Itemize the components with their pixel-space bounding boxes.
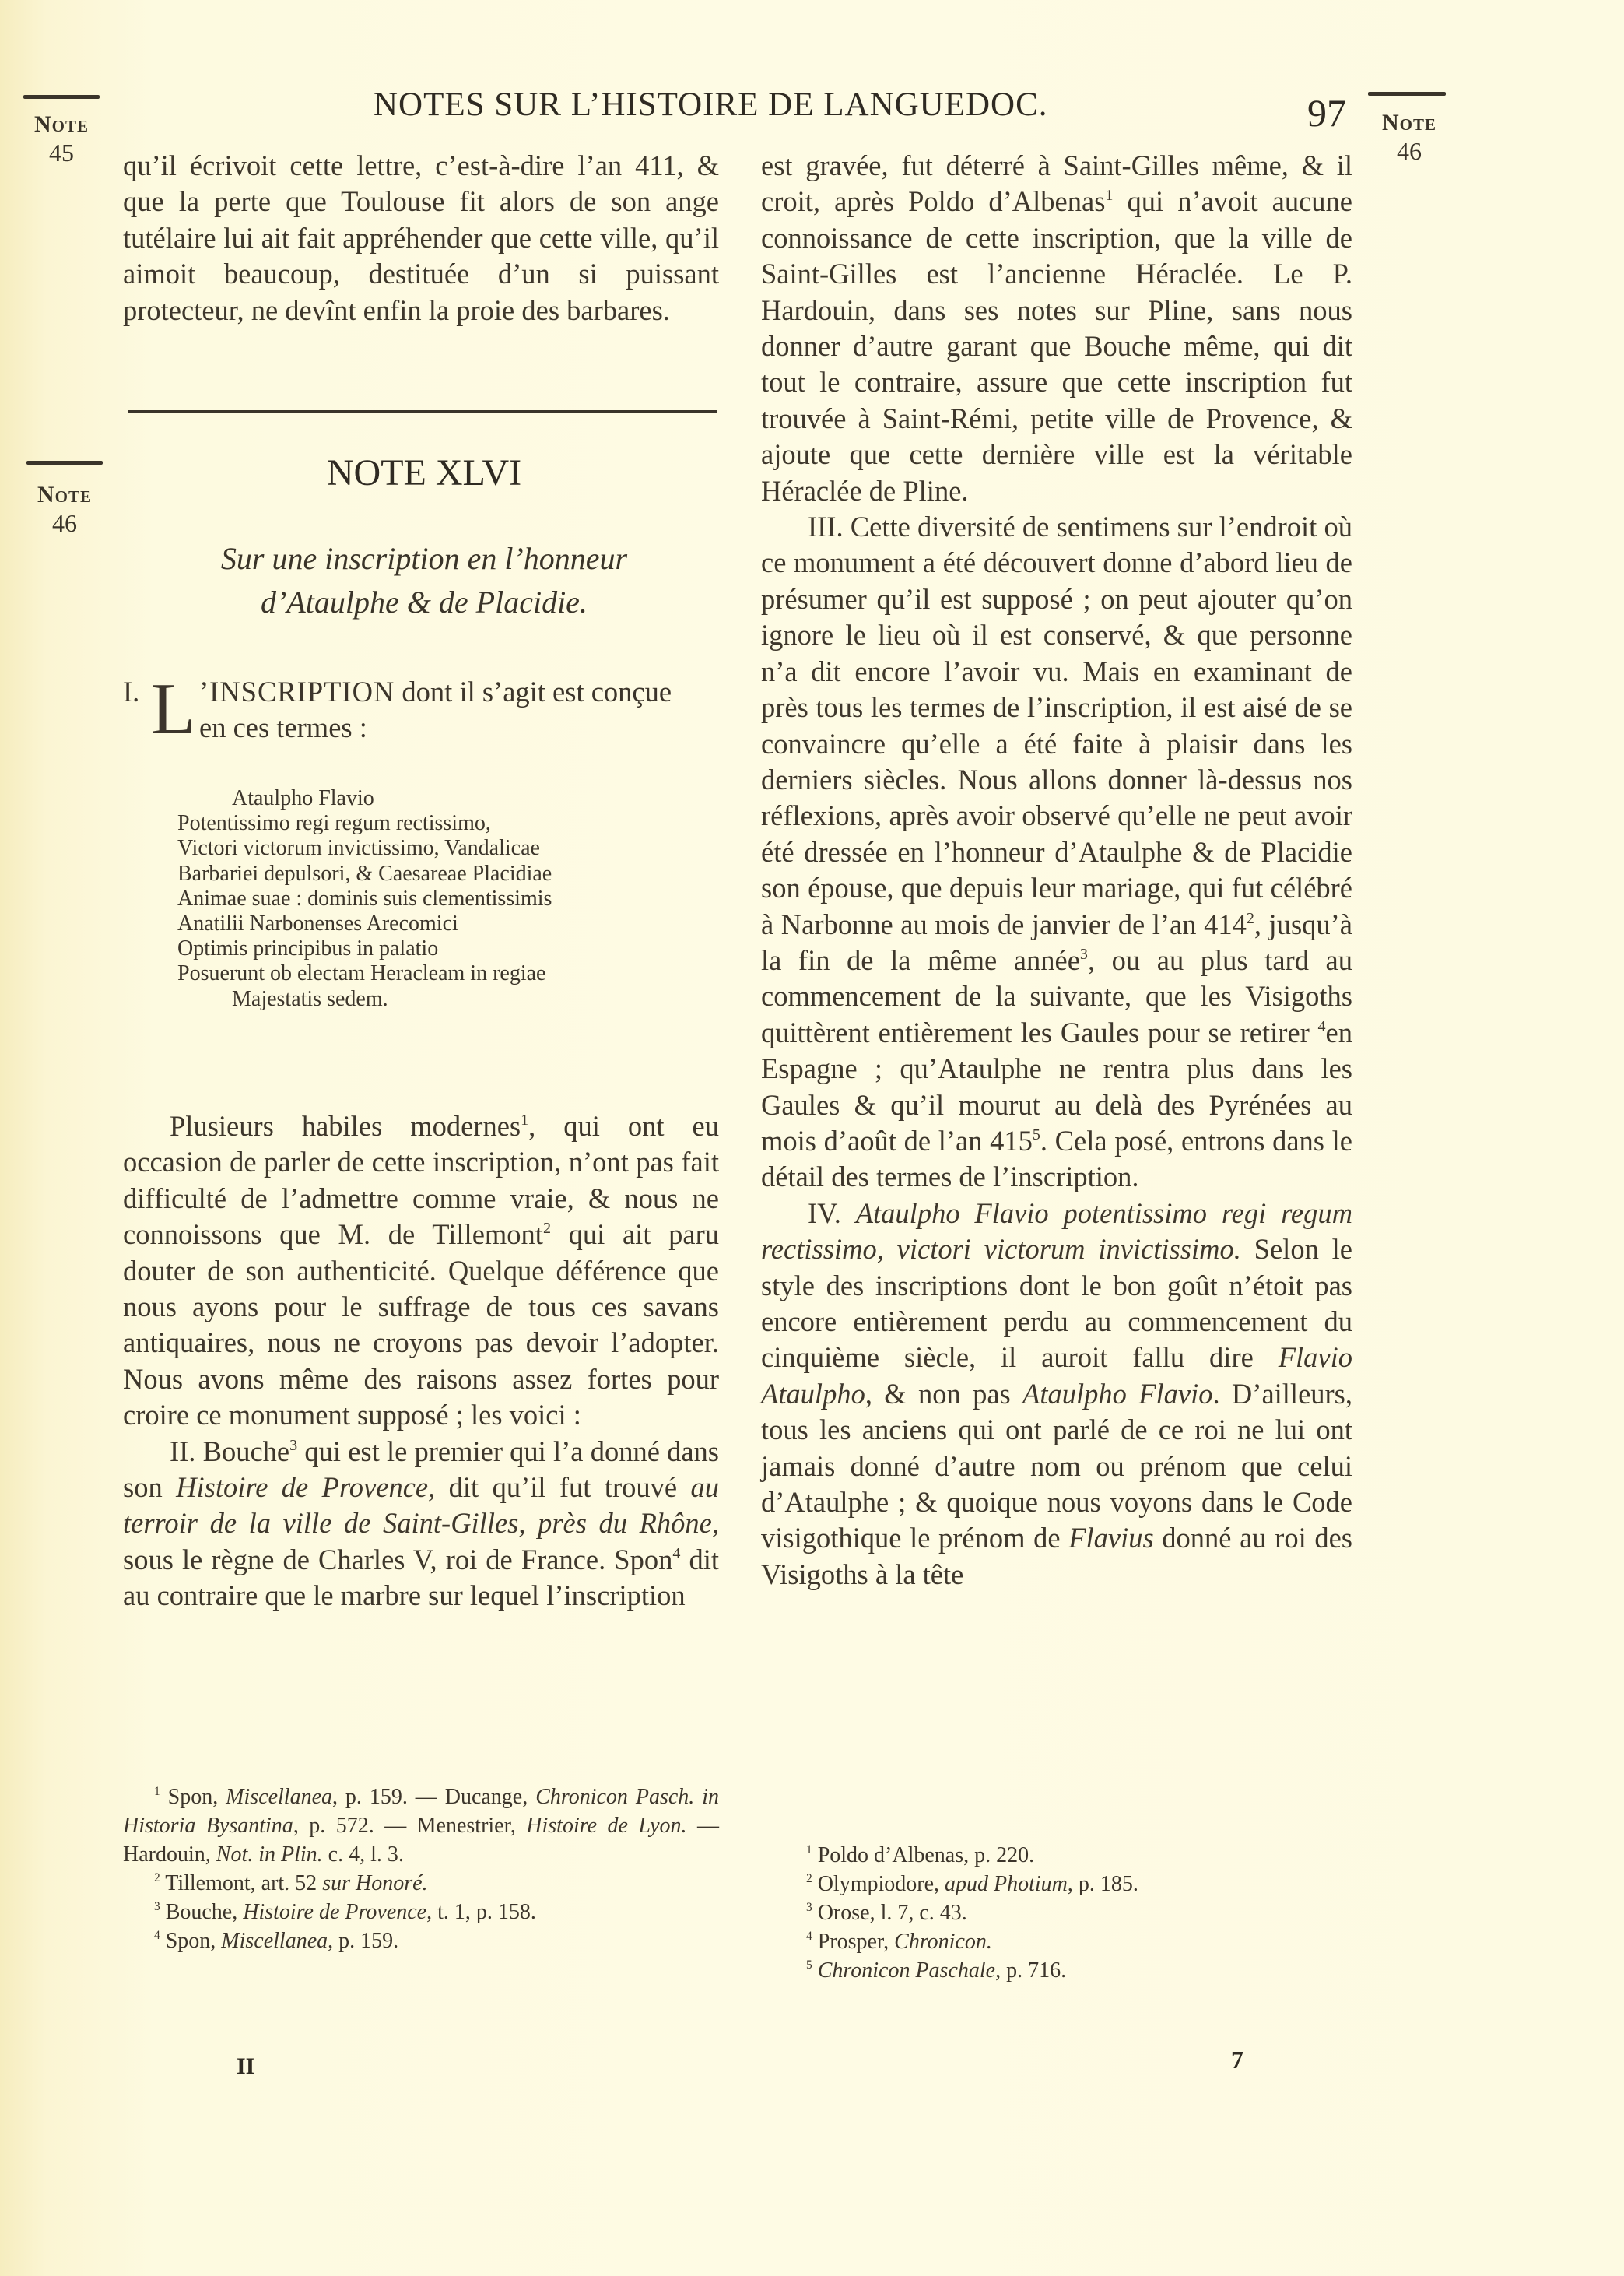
footnote-number: 1 [806,1843,812,1857]
footnote [775,1927,1351,1956]
footnote-text: , t. 1, p. 158. [426,1900,536,1924]
inscription-line: Potentissimo regi regum rectissimo, [177,811,491,836]
margin-rule [26,461,103,465]
footnote-text: Poldo d’Albenas, p. 220. [817,1843,1035,1867]
margin-note-number: 46 [1397,137,1422,165]
running-head-title: NOTES SUR L’HISTOIRE DE LANGUEDOC. [374,86,1048,123]
section-number: I. [123,676,140,708]
text-run: qui est le premier qui l’a donné dans son [123,1435,720,1504]
footnote-italic: sur Honoré. [322,1871,428,1895]
inscription-line: Anatilii Narbonenses Arecomici [177,911,458,936]
note-subtitle-line: d’Ataulphe & de Placidie. [261,585,588,620]
footnote-italic: apud Photium [945,1872,1068,1896]
opening-line-2: en ces termes : [199,711,367,743]
inscription-line: Victori victorum invictissimo, Vandalicae [177,836,540,861]
footnote-text: Bouche, [165,1900,244,1924]
footnote-text: , p. 159. — Ducange, [332,1785,536,1809]
inscription-line: Majestatis sedem. [232,986,388,1011]
margin-note-top-right [1363,109,1455,165]
inscription-line: Animae suae : dominis suis clementissimis [177,886,552,911]
drop-cap: L [151,669,196,750]
margin-note-top-left [16,111,107,167]
paragraph-plusieurs [123,1108,719,1434]
footnote-text: c. 4, l. 3. [322,1842,404,1867]
footnote-number: 2 [806,1872,812,1886]
paragraph-III [761,509,1352,1196]
footnote [123,1898,719,1927]
text-run: , ou au plus tard au commencement de la suivante, que les Visigoths quittèrent entièrement les Gaules pour se retirer [761,943,1352,1048]
footnote-text: , p. 716. [995,1958,1067,1983]
paragraph-IV [761,1196,1352,1593]
inscription-line: Barbariei depulsori, & Caesareae Placidiae [177,861,552,886]
text-run: en Espagne ; qu’Ataulphe ne rentra plus dans les Gaules & qu’il mourut au delà des Pyrénées au mois d’août de l’an 415 [761,1016,1352,1157]
text-run: . Cela posé, entrons dans le détail des termes de l’inscription. [761,1124,1352,1193]
footnote-ref[interactable]: 1 [1105,187,1114,205]
footnote-ref[interactable]: 5 [1032,1126,1040,1143]
text-run: , & non pas [865,1377,1023,1410]
footnote-italic: Histoire de Provence [243,1900,427,1924]
footnote-ref[interactable]: 3 [1079,945,1088,963]
inscription-line: Ataulpho Flavio [232,786,374,810]
footnote-text: Tillemont, art. 52 [165,1871,323,1895]
note-title: NOTE XLVI [326,452,522,493]
margin-note-number: 46 [52,509,77,537]
footnote-text: Prosper, [817,1930,895,1954]
margin-note-label: Note [33,111,89,137]
footnote-ref[interactable]: 2 [542,1220,551,1238]
footnotes-left [123,1783,719,1955]
footnote-text: Spon, [165,1929,222,1953]
footnote [775,1956,1351,1985]
text-run: dit qu’il fut trouvé [435,1471,691,1504]
footnote-ref[interactable]: 4 [672,1544,681,1562]
footnote-number: 2 [154,1871,160,1885]
paragraph-II [123,1434,719,1614]
footnote-ref[interactable]: 3 [289,1436,298,1454]
italic-quote: Flavio Ataulpho [761,1341,1352,1410]
inscription-line: Optimis principibus in palatio [177,936,439,961]
continuation-paragraph: qu’il écrivoit cette lettre, c’est-à-dire l’an 411, & que la perte que Toulouse fit alors de son ange tutélaire lui ait fait appréhender que cette ville, qu’il aimoit beaucoup, destituée d’un si puissant protecteur, ne devînt enfin la proie des barbares. [123,149,719,326]
footnote-number: 4 [154,1929,160,1943]
inscription-line: Posuerunt ob electam Heracleam in regiae [177,961,546,986]
footnote-ref[interactable]: 1 [521,1111,529,1129]
text-run: III. Cette diversité de sentimens sur l’endroit où ce monument a été découvert donne d’abord lieu de présumer qu’il est supposé ; on peut ajouter qu’on ignore le lieu où il est conservé, & que personne n’a dit encore l’avoir vu. Mais en examinant de près tous les termes de l’inscription, il est aisé de se convaincre qu’elle a été faite à plaisir dans les derniers siècles. Nous allons donner là-dessus nos réflexions, après avoir observé qu’elle ne peut avoir été dressée en l’honneur d’Ataulphe & de Placidie son épouse, que depuis leur mariage, qui fut célébré à Narbonne au mois de janvier de l’an 414 [761,511,1352,940]
note-subtitle [125,537,724,624]
footnote-italic: Chronicon. [894,1930,992,1954]
footnote [775,1841,1351,1870]
paragraph-continuation [761,148,1352,509]
italic-quote: au terroir de la ville de Saint-Gilles, près du Rhône [123,1471,719,1540]
right-body [761,148,1352,1593]
margin-note-number: 45 [49,139,74,167]
margin-note-mid-left [19,481,110,537]
footnote-ref[interactable]: 2 [1246,909,1254,927]
footnote-text: , p. 572. — Menestrier, [293,1814,527,1838]
text-run: Selon le style des inscriptions dont le bon goût n’étoit pas encore entièrement perdu au commencement du cinquième siècle, il auroit fallu dire [761,1233,1352,1374]
text-run: Plusieurs habiles modernes [170,1110,521,1142]
footnote-number: 3 [806,1901,812,1915]
footnote-number: 4 [806,1930,812,1944]
footnote-text: Spon, [167,1785,226,1809]
footnote-number: 1 [154,1785,160,1799]
small-caps-word: ’INSCRIPTION [199,676,395,708]
margin-rule [23,95,100,99]
footnote-text: , p. 185. [1067,1872,1138,1896]
footnote-text: Olympiodore, [817,1872,945,1896]
note-subtitle-line: Sur une inscription en l’honneur [220,541,628,576]
footnote-italic: Chronicon Paschale [817,1958,996,1983]
footnote-number: 3 [154,1900,160,1914]
section-rule [128,410,717,413]
text-run: , jusqu’à la fin de la même année [761,908,1353,976]
italic-quote: Ataulpho Flavio potentissimo regi regum rectissimo, victori victorum invictissimo. [761,1196,1352,1266]
footnote-italic: Histoire de Lyon. [526,1814,687,1838]
text-run: donné au roi des Visigoths à la tête [761,1522,1352,1590]
text-run: , sous le règne de Charles V, roi de France. Spon [123,1507,719,1575]
margin-rule [1368,92,1446,96]
text-run: , qui ont eu occasion de parler de cette inscription, n’ont pas fait difficulté de l’admettre comme vraie, & nous ne connoissons que M. de Tillemont [123,1110,719,1251]
margin-note-label: Note [37,482,92,508]
footnotes-right [775,1841,1351,1985]
left-continuation [123,148,719,328]
footnote-number: 5 [806,1958,812,1972]
text-run: II. Bouche [170,1435,290,1467]
footnote-italic: Not. in Plin. [216,1842,323,1867]
footnote [123,1783,719,1869]
footnote-italic: Miscellanea [221,1929,328,1953]
opening-text: dont il s’agit est conçue [395,676,672,708]
text-run: qui n’avoit aucune connoissance de cette inscription, que la ville de Saint-Gilles est l’ancienne Héraclée. Le P. Hardouin, dans ses notes sur Pline, sans nous donner d’autre garant que Bouche même, qui dit tout le contraire, assure que cette inscription fut trouvée à Saint-Rémi, petite ville de Provence, & ajoute que cette dernière ville est la véritable Héraclée de Pline. [761,185,1352,507]
italic-title: Histoire de Provence, [176,1471,436,1504]
italic-quote: Ataulpho Flavio [1022,1377,1213,1410]
signature-mark: 7 [1231,2046,1243,2074]
inscription-block [177,786,552,1012]
footnote-text: — Hardouin, [123,1814,720,1867]
footnote-italic: Chronicon Pasch. in Historia Bysantina [123,1785,720,1838]
text-run: IV. [808,1196,856,1229]
footnote [775,1870,1351,1898]
text-run: qui ait paru douter de son authenticité. Quelque déférence que nous ayons pour le suffrage de tous ces savans antiquaires, nous ne croyons pas devoir l’adopter. Nous avons même des raisons assez fortes pour croire ce monument supposé ; les voici : [123,1218,719,1431]
footnote [123,1927,719,1955]
footnote [123,1869,719,1898]
page-number: 97 [1307,91,1346,135]
opening-line [199,674,672,710]
text-run: dit au contraire que le marbre sur lequel l’inscription [123,1543,719,1612]
footnote-italic: Miscellanea [226,1785,332,1809]
text-run: . D’ailleurs, tous les anciens qui ont parlé de ce roi ne lui ont jamais donné d’autre nom ou prénom que celui d’Ataulphe ; & quoique nous voyons dans le Code visigothique le prénom de [761,1377,1353,1554]
text-run: est gravée, fut déterré à Saint-Gilles même, & il croit, après Poldo d’Albenas [761,149,1352,218]
signature-mark: II [237,2053,255,2079]
footnote [775,1898,1351,1927]
footnote-ref[interactable]: 4 [1317,1017,1326,1035]
footnote-text: Orose, l. 7, c. 43. [817,1901,967,1925]
italic-quote: Flavius [1068,1522,1154,1554]
margin-note-label: Note [1381,110,1436,135]
footnote-text: , p. 159. [328,1929,399,1953]
left-body [123,1108,719,1614]
